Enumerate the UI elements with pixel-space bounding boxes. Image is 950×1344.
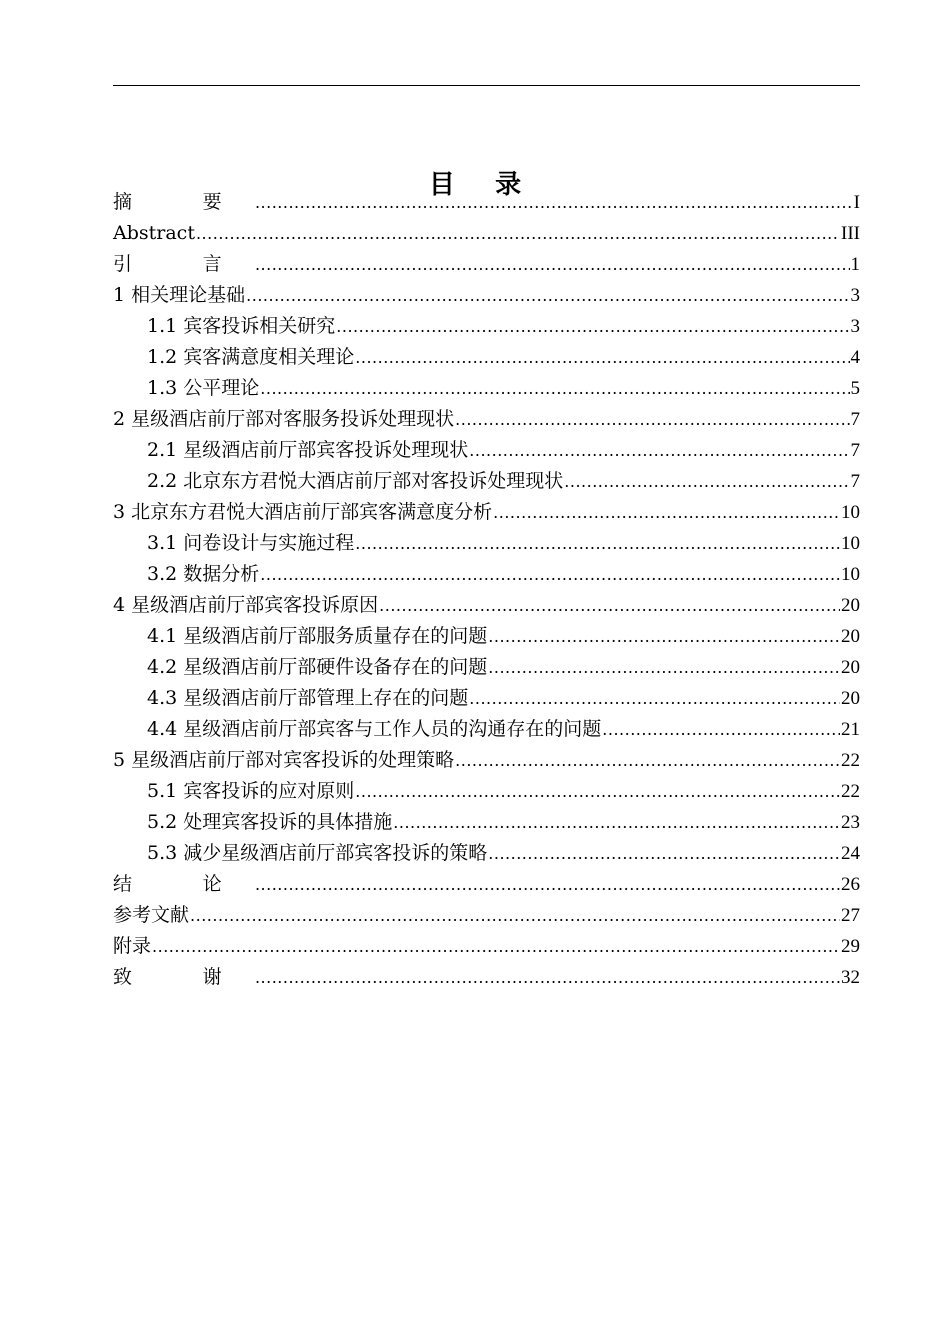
toc-entry-page: 20 (841, 626, 860, 647)
toc-dot-leader (260, 373, 849, 404)
toc-dot-leader (255, 187, 853, 218)
toc-dot-leader (393, 807, 840, 838)
toc-entry-label: 1.1 宾客投诉相关研究 (147, 315, 336, 337)
header-rule (113, 85, 860, 86)
toc-entry-label: 5.2 处理宾客投诉的具体措施 (147, 811, 393, 833)
toc-entry-label: 4.3 星级酒店前厅部管理上存在的问题 (147, 687, 469, 709)
toc-entry-page: 10 (841, 533, 860, 554)
toc-entry-page: 32 (841, 967, 860, 988)
toc-entry-page: 7 (850, 471, 860, 492)
toc-dot-leader (564, 466, 849, 497)
toc-entry-label: 结 论 (113, 873, 254, 895)
toc-dot-leader (488, 621, 840, 652)
toc-dot-leader (355, 528, 840, 559)
toc-entry[interactable] (113, 900, 860, 931)
toc-entry-label: 4.2 星级酒店前厅部硬件设备存在的问题 (147, 656, 488, 678)
toc-entry-label: 参考文献 (113, 904, 190, 926)
toc-dot-leader (455, 404, 849, 435)
toc-entry[interactable] (113, 311, 860, 342)
toc-entry-label: 附录 (113, 935, 152, 957)
toc-entry[interactable] (113, 962, 860, 993)
toc-entry[interactable] (113, 435, 860, 466)
toc-entry[interactable] (113, 466, 860, 497)
toc-entry-page: 3 (850, 316, 860, 337)
toc-entry-page: 3 (850, 285, 860, 306)
toc-entry-label: 5.1 宾客投诉的应对原则 (147, 780, 355, 802)
toc-dot-leader (355, 342, 849, 373)
toc-entry[interactable] (113, 745, 860, 776)
toc-list (113, 187, 860, 993)
toc-entry-page: 27 (841, 905, 860, 926)
toc-entry-page: 10 (841, 564, 860, 585)
toc-entry-label: 5 星级酒店前厅部对宾客投诉的处理策略 (113, 749, 455, 771)
toc-entry[interactable] (113, 187, 860, 218)
toc-entry-label: 2.2 北京东方君悦大酒店前厅部对客投诉处理现状 (147, 470, 564, 492)
toc-dot-leader (469, 435, 849, 466)
toc-entry[interactable] (113, 218, 860, 249)
toc-dot-leader (255, 869, 840, 900)
toc-entry[interactable] (113, 838, 860, 869)
toc-entry[interactable] (113, 373, 860, 404)
toc-entry[interactable] (113, 776, 860, 807)
toc-dot-leader (152, 931, 840, 962)
toc-entry-page: 22 (841, 750, 860, 771)
toc-entry-label: 引 言 (113, 253, 254, 275)
toc-dot-leader (493, 497, 840, 528)
toc-dot-leader (255, 962, 840, 993)
toc-entry-page: 1 (850, 254, 860, 275)
toc-entry-label: 2.1 星级酒店前厅部宾客投诉处理现状 (147, 439, 469, 461)
toc-entry[interactable] (113, 249, 860, 280)
toc-dot-leader (260, 559, 840, 590)
toc-entry[interactable] (113, 404, 860, 435)
toc-entry-page: 24 (841, 843, 860, 864)
toc-dot-leader (355, 776, 840, 807)
toc-entry-page: 10 (841, 502, 860, 523)
toc-entry-page: I (853, 192, 860, 213)
toc-entry-label: 5.3 减少星级酒店前厅部宾客投诉的策略 (147, 842, 488, 864)
toc-entry-page: 5 (850, 378, 860, 399)
toc-entry-label: 3 北京东方君悦大酒店前厅部宾客满意度分析 (113, 501, 493, 523)
toc-entry-label: 4 星级酒店前厅部宾客投诉原因 (113, 594, 379, 616)
toc-entry[interactable] (113, 590, 860, 621)
toc-entry-page: 20 (841, 595, 860, 616)
toc-entry[interactable] (113, 528, 860, 559)
toc-dot-leader (246, 280, 849, 311)
toc-entry-label: 3.2 数据分析 (147, 563, 260, 585)
toc-entry-label: 1.3 公平理论 (147, 377, 260, 399)
toc-dot-leader (255, 249, 850, 280)
toc-entry[interactable] (113, 652, 860, 683)
toc-entry-page: 7 (850, 409, 860, 430)
toc-entry-label: 致 谢 (113, 966, 254, 988)
toc-entry-page: 23 (841, 812, 860, 833)
toc-dot-leader (469, 683, 840, 714)
toc-entry-page: 20 (841, 688, 860, 709)
toc-dot-leader (488, 838, 840, 869)
toc-entry-page: 4 (850, 347, 860, 368)
toc-entry[interactable] (113, 497, 860, 528)
toc-entry[interactable] (113, 342, 860, 373)
toc-dot-leader (336, 311, 849, 342)
toc-entry-label: Abstract (113, 222, 195, 244)
toc-entry[interactable] (113, 869, 860, 900)
toc-dot-leader (455, 745, 840, 776)
toc-dot-leader (602, 714, 840, 745)
toc-entry-label: 1 相关理论基础 (113, 284, 246, 306)
toc-entry[interactable] (113, 931, 860, 962)
toc-entry-page: 26 (841, 874, 860, 895)
toc-entry[interactable] (113, 280, 860, 311)
toc-entry[interactable] (113, 807, 860, 838)
toc-dot-leader (190, 900, 840, 931)
toc-entry-page: 20 (841, 657, 860, 678)
toc-entry-page: 22 (841, 781, 860, 802)
toc-entry-label: 2 星级酒店前厅部对客服务投诉处理现状 (113, 408, 455, 430)
toc-entry-label: 1.2 宾客满意度相关理论 (147, 346, 355, 368)
toc-entry[interactable] (113, 714, 860, 745)
toc-entry-label: 4.1 星级酒店前厅部服务质量存在的问题 (147, 625, 488, 647)
toc-dot-leader (488, 652, 840, 683)
toc-entry-label: 3.1 问卷设计与实施过程 (147, 532, 355, 554)
toc-dot-leader (196, 218, 840, 249)
toc-entry[interactable] (113, 559, 860, 590)
toc-dot-leader (379, 590, 840, 621)
toc-entry-label: 4.4 星级酒店前厅部宾客与工作人员的沟通存在的问题 (147, 718, 602, 740)
toc-title: 目 录 (428, 170, 537, 201)
toc-entry-page: 7 (850, 440, 860, 461)
toc-entry-label: 摘 要 (113, 191, 254, 213)
toc-entry[interactable] (113, 621, 860, 652)
toc-entry-page: III (841, 223, 860, 244)
toc-entry[interactable] (113, 683, 860, 714)
toc-entry-page: 29 (841, 936, 860, 957)
toc-entry-page: 21 (841, 719, 860, 740)
